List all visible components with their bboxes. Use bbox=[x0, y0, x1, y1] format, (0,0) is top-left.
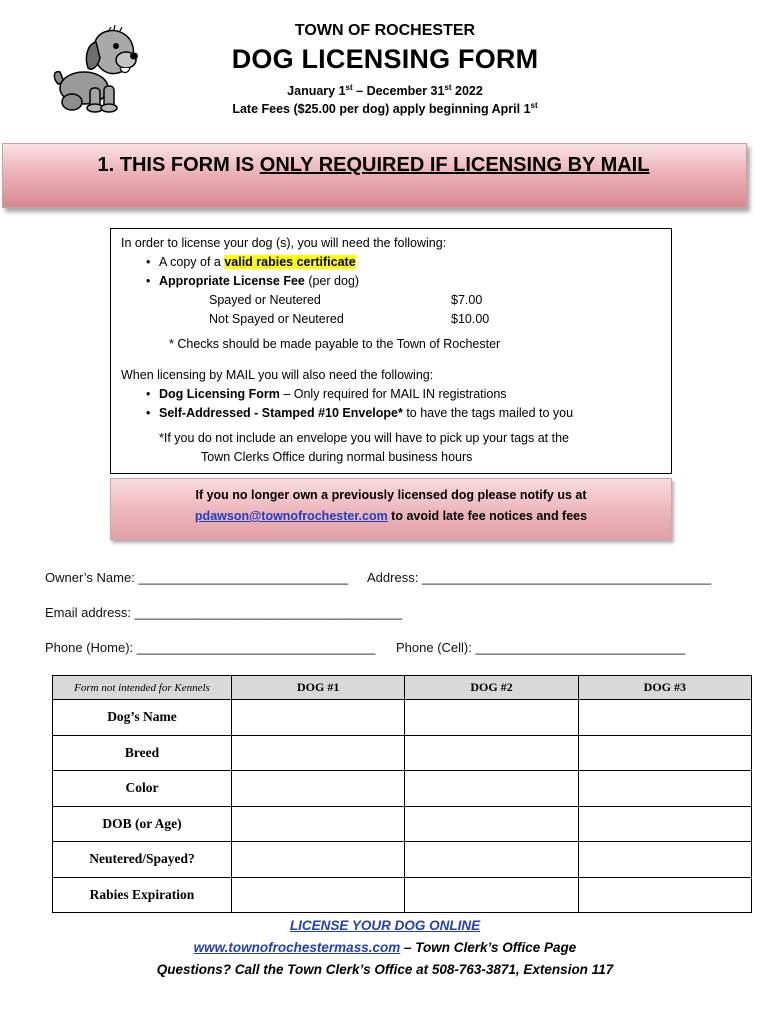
dog-2-name-cell[interactable] bbox=[405, 700, 578, 736]
phone-cell-field[interactable]: Phone (Cell): _____________________________ bbox=[396, 640, 686, 655]
dog-1-rabies-cell[interactable] bbox=[232, 877, 405, 913]
dog-3-rabies-cell[interactable] bbox=[578, 877, 751, 913]
town-name: TOWN OF ROCHESTER bbox=[294, 22, 476, 39]
table-row bbox=[53, 700, 752, 736]
dog-1-dob-cell[interactable] bbox=[232, 806, 405, 842]
table-row bbox=[53, 735, 752, 771]
banner-heading: 1. THIS FORM IS ONLY REQUIRED IF LICENSING BY MAIL bbox=[97, 154, 650, 176]
table-row bbox=[53, 842, 752, 878]
dog-1-neutered-cell[interactable] bbox=[232, 842, 405, 878]
fee-label-not-spayed: Not Spayed or Neutered bbox=[209, 312, 344, 326]
rabies-requirement: • A copy of a valid rabies certificate bbox=[159, 253, 356, 273]
address-field[interactable]: Address: ________________________________________ bbox=[367, 570, 712, 585]
requirements-box bbox=[110, 228, 672, 474]
row-label-dob: DOB (or Age) bbox=[53, 806, 232, 842]
license-period: January 1st – December 31st 2022 bbox=[287, 83, 483, 98]
clerk-email-link[interactable]: pdawson@townofrochester.com bbox=[194, 509, 388, 523]
row-label-rabies: Rabies Expiration bbox=[53, 877, 232, 913]
checks-note: * Checks should be made payable to the Town of Rochester bbox=[169, 337, 501, 351]
notice-line1: If you no longer own a previously licensed dog please notify us at bbox=[195, 488, 587, 502]
dog-2-dob-cell[interactable] bbox=[405, 806, 578, 842]
dog-info-table bbox=[52, 675, 752, 913]
fee-amount-not-spayed: $10.00 bbox=[451, 312, 490, 326]
dog-1-name-cell[interactable] bbox=[232, 700, 405, 736]
dog-1-color-cell[interactable] bbox=[232, 771, 405, 807]
table-row bbox=[53, 771, 752, 807]
dog-2-neutered-cell[interactable] bbox=[405, 842, 578, 878]
owner-name-field[interactable]: Owner’s Name: _____________________________ bbox=[45, 570, 349, 585]
dog-2-breed-cell[interactable] bbox=[405, 735, 578, 771]
form-title: DOG LICENSING FORM bbox=[231, 44, 539, 74]
envelope-note-line2: Town Clerks Office during normal business hours bbox=[201, 450, 473, 464]
dog-1-breed-cell[interactable] bbox=[232, 735, 405, 771]
column-dog-3: DOG #3 bbox=[578, 676, 751, 700]
dog-3-neutered-cell[interactable] bbox=[578, 842, 751, 878]
dog-3-dob-cell[interactable] bbox=[578, 806, 751, 842]
form-requirement: • Dog Licensing Form – Only required for MAIL IN registrations bbox=[159, 385, 507, 405]
dog-3-color-cell[interactable] bbox=[578, 771, 751, 807]
row-label-neutered: Neutered/Spayed? bbox=[53, 842, 232, 878]
requirements-intro: In order to license your dog (s), you will need the following: bbox=[121, 236, 447, 250]
column-dog-2: DOG #2 bbox=[405, 676, 578, 700]
town-website-link[interactable]: www.townofrochestermass.com bbox=[193, 940, 401, 955]
dog-2-color-cell[interactable] bbox=[405, 771, 578, 807]
late-fees-note: Late Fees ($25.00 per dog) apply beginning April 1st bbox=[232, 101, 538, 116]
column-dog-1: DOG #1 bbox=[232, 676, 405, 700]
kennel-note: Form not intended for Kennels bbox=[53, 676, 232, 700]
questions-contact: Questions? Call the Town Clerk’s Office at 508-763-3871, Extension 117 bbox=[156, 962, 614, 977]
notice-line2: pdawson@townofrochester.com to avoid late fee notices and fees bbox=[194, 509, 588, 523]
ownership-notice bbox=[110, 478, 672, 540]
phone-home-field[interactable]: Phone (Home): _________________________________ bbox=[45, 640, 376, 655]
envelope-note-line1: *If you do not include an envelope you will have to pick up your tags at the bbox=[159, 431, 569, 445]
website-line: www.townofrochestermass.com – Town Clerk’s Office Page bbox=[193, 940, 577, 955]
dog-3-breed-cell[interactable] bbox=[578, 735, 751, 771]
mail-intro: When licensing by MAIL you will also need the following: bbox=[121, 368, 434, 382]
row-label-dog-name: Dog’s Name bbox=[53, 700, 232, 736]
table-row bbox=[53, 806, 752, 842]
table-row bbox=[53, 877, 752, 913]
dog-2-rabies-cell[interactable] bbox=[405, 877, 578, 913]
fee-amount-spayed: $7.00 bbox=[451, 293, 483, 307]
table-header-row bbox=[53, 676, 752, 700]
dog-3-name-cell[interactable] bbox=[578, 700, 751, 736]
fee-requirement: • Appropriate License Fee (per dog) bbox=[159, 272, 359, 292]
row-label-breed: Breed bbox=[53, 735, 232, 771]
license-online-link[interactable]: LICENSE YOUR DOG ONLINE bbox=[289, 918, 481, 933]
fee-label-spayed: Spayed or Neutered bbox=[209, 293, 321, 307]
row-label-color: Color bbox=[53, 771, 232, 807]
email-field[interactable]: Email address: _____________________________________ bbox=[45, 605, 403, 620]
envelope-requirement: • Self-Addressed - Stamped #10 Envelope* to have the tags mailed to you bbox=[159, 404, 573, 424]
